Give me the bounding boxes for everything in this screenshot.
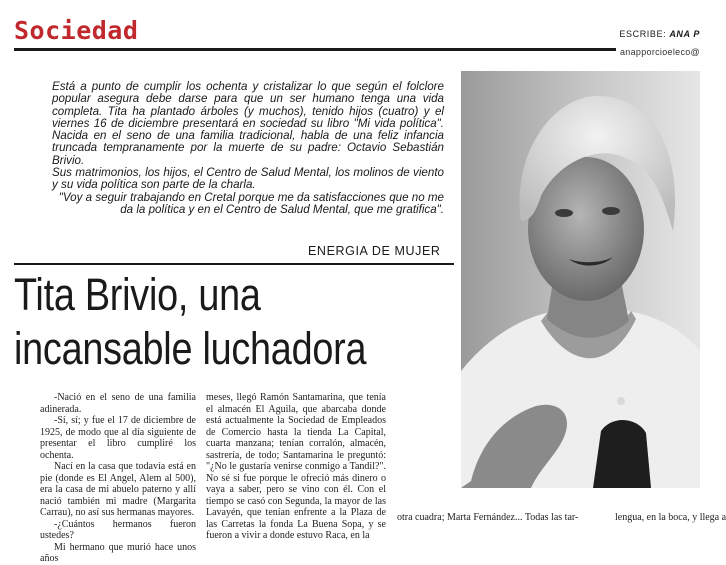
headline-line-2: incansable luchadora: [14, 323, 367, 374]
body-column-2: [206, 392, 386, 542]
body-paragraph: Mi hermano que murió hace unos años: [40, 541, 196, 564]
body-question: -¿Cuántos hermanos fueron ustedes?: [40, 518, 196, 541]
header-rule: [14, 48, 700, 51]
photo-microphone: [593, 420, 651, 488]
intro-quote: "Voy a seguir trabajando en Cretal porque me da satisfacciones que no me da la política y en el Centro de Salud Mental, que me gratifica".: [58, 190, 444, 216]
body-column-1: [40, 392, 196, 565]
body-paragraph: -Nació en el seno de una familia adinerada.: [40, 392, 196, 415]
photo-button: [617, 397, 625, 405]
photo-eye-left: [555, 209, 573, 217]
kicker-rule: [14, 263, 454, 265]
body-paragraph: meses, llegó Ramón Santamarina, que tenía el almacén El Aguila, que abarcaba donde está actualmente la Sociedad de Empleados de Comercio hasta la tienda La Capital, cuarta manzana; tenían corralón, almacén, sastrería, de todo; Santamarina le preguntó: "¿No le gustaría venirse conmigo a Tandil?". No sé si fue porque le ofreció más dinero o vaya a saber, pero se vino con él. Con el tiempo se casó con Segunda, la mayor de las Lavayén, que tenían enfrente a la Plaza de las Carretas la fonda La Buena Sopa, y se fueron a vivir a donde estuvo Raca, en la: [206, 392, 386, 541]
body-paragraph: Nací en la casa que todavía está en pie (donde es El Angel, Alem al 500), era la casa de mi abuelo paterno y allí nació también mi madre (Margarita Carrau), no así sus hermanas mayores.: [40, 461, 196, 518]
photo-eye-right: [602, 207, 620, 215]
byline-author: ANA P: [669, 29, 700, 39]
byline: [619, 29, 700, 39]
portrait-illustration: [461, 71, 700, 488]
body-column-3: otra cuadra; Marta Fernández... Todas las tar-: [397, 512, 579, 523]
body-column-4: lengua, en la boca, y llega a: [615, 512, 726, 523]
byline-label: ESCRIBE:: [619, 29, 667, 39]
headline-line-1: Tita Brivio, una: [14, 269, 261, 320]
intro-paragraph: Sus matrimonios, los hijos, el Centro de Salud Mental, los molinos de viento y su vida política son parte de la charla.: [52, 166, 444, 192]
headline: [14, 268, 384, 376]
author-email: anapporcioeleco@: [616, 47, 700, 57]
body-paragraph: -Sí, sí; y fue el 17 de diciembre de 1925, de modo que al día siguiente de presentar el libro cumpliré los ochenta.: [40, 415, 196, 461]
kicker: ENERGIA DE MUJER: [308, 244, 441, 258]
portrait-photo: [461, 71, 700, 488]
intro-summary: [52, 81, 444, 216]
section-title: Sociedad: [14, 16, 139, 45]
intro-paragraph: Está a punto de cumplir los ochenta y cristalizar lo que según el folclore popular asegura debe darse para que un ser humano tenga una vida completa. Tita ha plantado árboles (y muchos), tenido hijos (cuatro) y el viernes 16 de diciembre presentará en sociedad su libro "Mi vida política". Nacida en el seno de una familia tradicional, habla de una feliz infancia truncada tempranamente por la muerte de su padre: Octavio Sebastián Brivio.: [52, 80, 444, 167]
